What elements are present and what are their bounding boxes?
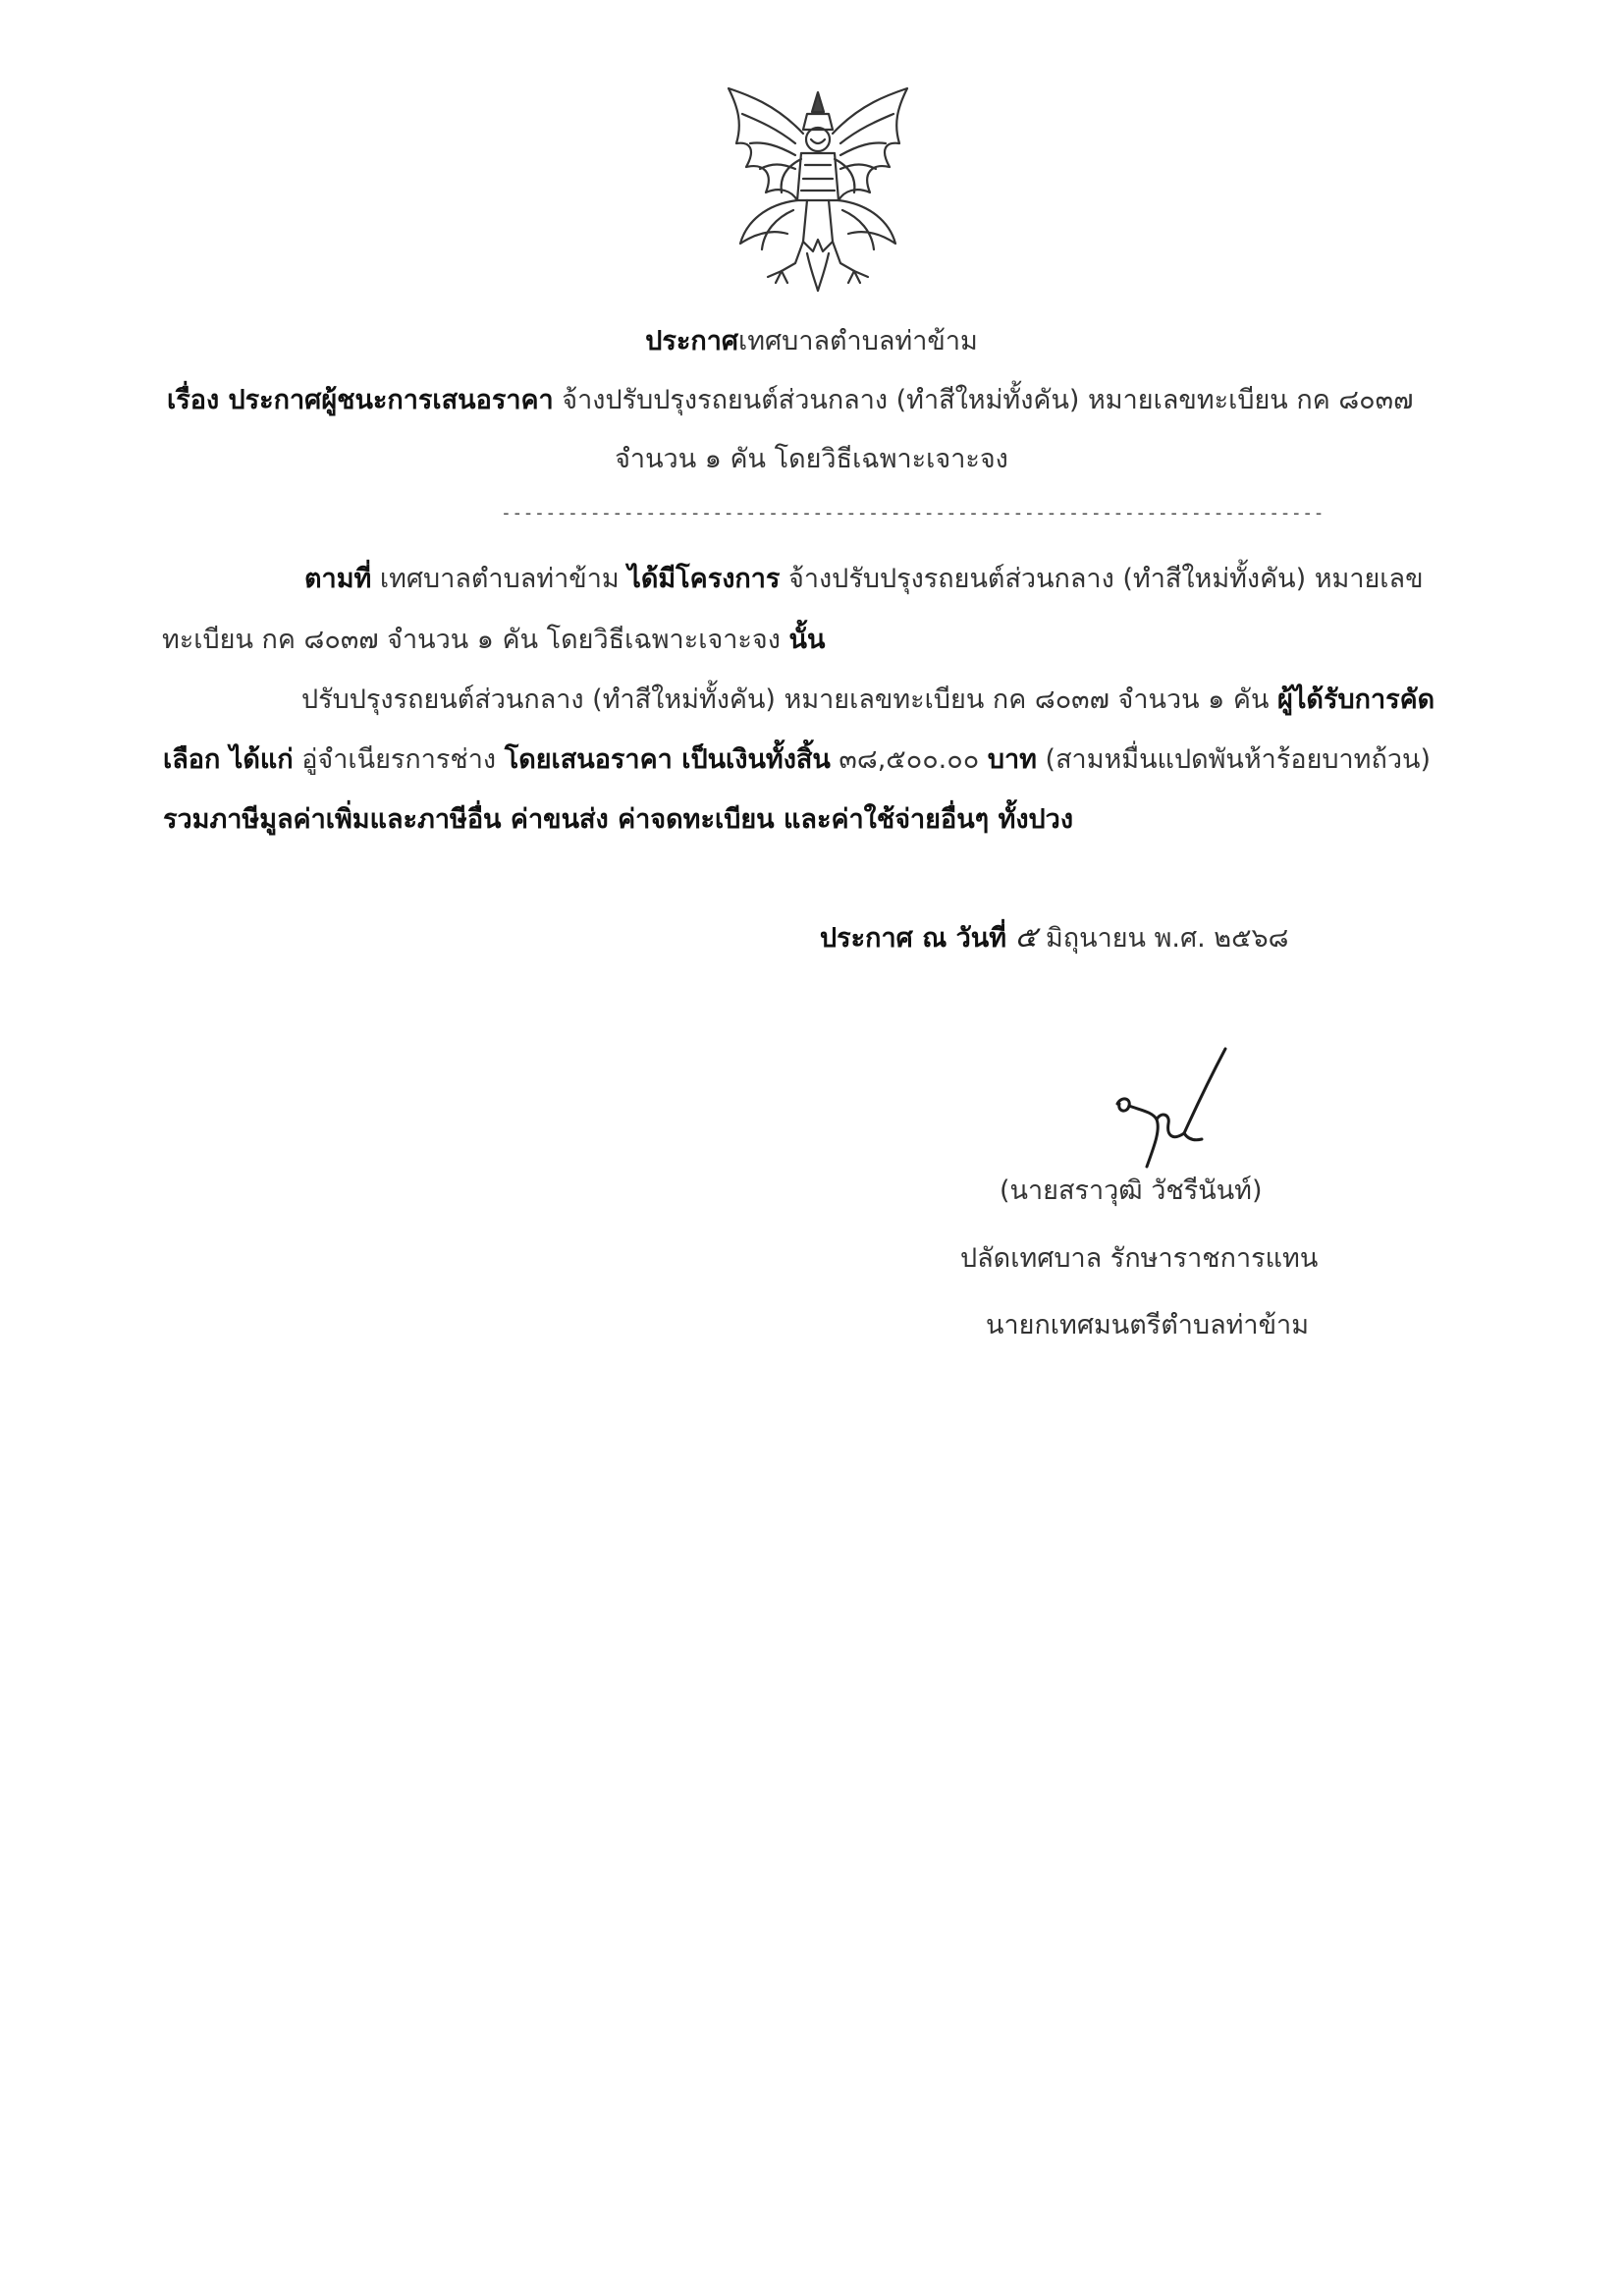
currency-label: บาท [987,744,1037,775]
subject-text: จ้างปรับปรุงรถยนต์ส่วนกลาง (ทำสีใหม่ทั้งคัน) หมายเลขทะเบียน กค ๘๐๓๗ [562,385,1414,415]
p1-line2-normal: ทะเบียน กค ๘๐๓๗ จำนวน ๑ คัน โดยวิธีเฉพาะเจาะจง [162,625,781,655]
signatory-name: (นายสราวุฒิ วัชรีนันท์) [1000,1175,1263,1206]
p1-line2-bold: นั้น [788,625,826,655]
subject-line [167,381,1413,420]
p2-line2-bold-2: โดยเสนอราคา เป็นเงินทั้งสิ้น [504,744,831,775]
signatory-position-2: นายกเทศมนตรีตำบลท่าข้าม [986,1310,1309,1340]
paragraph-2-line-1 [301,681,1434,720]
amount: ๓๘,๕๐๐.๐๐ [839,744,980,775]
handwritten-signature [1100,1043,1247,1171]
paragraph-1-line-2 [162,621,825,660]
p2-normal: ปรับปรุงรถยนต์ส่วนกลาง (ทำสีใหม่ทั้งคัน) หมายเลขทะเบียน กค ๘๐๓๗ จำนวน ๑ คัน [301,684,1270,715]
p2-line2-bold-1: เลือก ได้แก่ [163,744,294,775]
subject-line-2: จำนวน ๑ คัน โดยวิธีเฉพาะเจาะจง [615,444,1008,474]
title-rest: เทศบาลตำบลท่าข้าม [738,326,978,356]
paragraph-1-line-1 [304,560,1424,599]
vendor-name: อู่จำเนียรการช่าง [301,744,497,775]
paragraph-2-line-2 [163,740,1431,780]
p1-normal-1: เทศบาลตำบลท่าข้าม [379,564,620,594]
p1-bold-1: ตามที่ [304,564,372,594]
divider: -------------------------------------------------------------------------- [501,503,1325,523]
paragraph-3: รวมภาษีมูลค่าเพิ่มและภาษีอื่น ค่าขนส่ง ค่าจดทะเบียน และค่าใช้จ่ายอื่นๆ ทั้งปวง [163,804,1074,835]
amount-words: (สามหมื่นแปดพันห้าร้อยบาทถ้วน) [1045,744,1431,775]
announcement-date [820,918,1288,958]
announcement-title [0,322,1623,361]
p2-bold: ผู้ได้รับการคัด [1277,684,1435,715]
date-day: ๕ [1014,920,1038,955]
date-rest: มิถุนายน พ.ศ. ๒๕๖๘ [1045,923,1289,954]
garuda-emblem-icon [717,84,919,295]
title-bold: ประกาศ [645,326,739,356]
p1-normal-2: จ้างปรับปรุงรถยนต์ส่วนกลาง (ทำสีใหม่ทั้งคัน) หมายเลข [788,564,1424,594]
signatory-position-1: ปลัดเทศบาล รักษาราชการแทน [960,1243,1319,1274]
date-prefix: ประกาศ ณ วันที่ [820,923,1007,954]
p1-bold-2: ได้มีโครงการ [627,564,781,594]
subject-label: เรื่อง ประกาศผู้ชนะการเสนอราคา [167,385,554,415]
